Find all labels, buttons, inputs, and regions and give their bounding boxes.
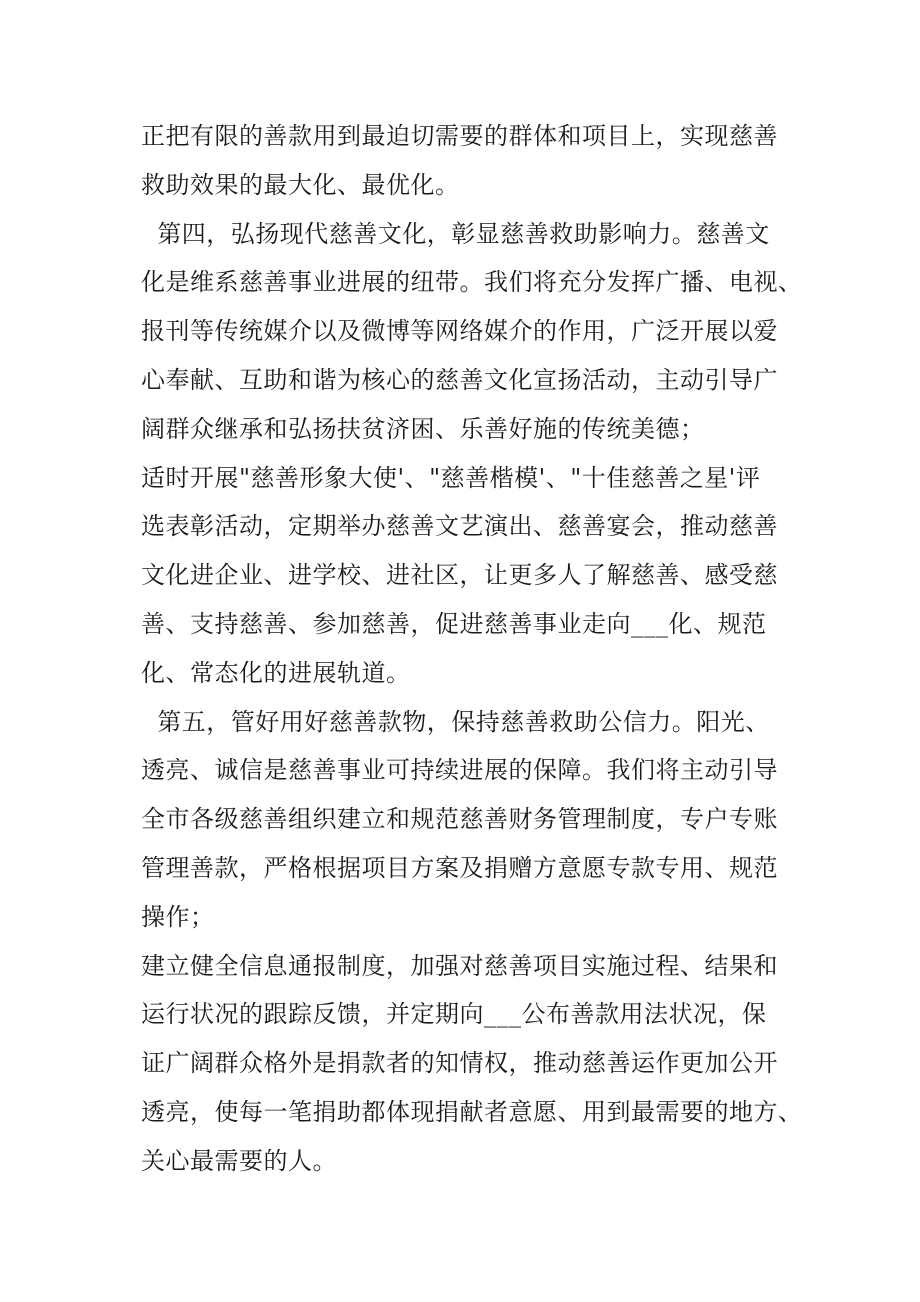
- text-line: 透亮、诚信是慈善事业可持续进展的保障。我们将主动引导: [141, 756, 778, 785]
- text-line: 关心最需要的人。: [141, 1146, 337, 1175]
- text-line: 第四，弘扬现代慈善文化，彰显慈善救助影响力。慈善文: [141, 219, 770, 248]
- text-line: 适时开展"慈善形象大使'、"慈善楷模'、"十佳慈善之星'评: [141, 463, 761, 492]
- text-line: 化、常态化的进展轨道。: [141, 658, 411, 687]
- text-line: 建立健全信息通报制度，加强对慈善项目实施过程、结果和: [141, 951, 778, 980]
- text-line: 化是维系慈善事业进展的纽带。我们将充分发挥广播、电视、: [141, 268, 803, 297]
- text-line: 操作；: [141, 902, 215, 931]
- text-line: 选表彰活动，定期举办慈善文艺演出、慈善宴会，推动慈善: [141, 512, 778, 541]
- text-line: 文化进企业、进学校、进社区，让更多人了解慈善、感受慈: [141, 561, 778, 590]
- text-line: 证广阔群众格外是捐款者的知情权，推动慈善运作更加公开: [141, 1049, 778, 1078]
- text-line: 透亮，使每一笔捐助都体现捐献者意愿、用到最需要的地方、: [141, 1097, 803, 1126]
- text-line: 阔群众继承和弘扬扶贫济困、乐善好施的传统美德；: [141, 414, 705, 443]
- text-line: 管理善款，严格根据项目方案及捐赠方意愿专款专用、规范: [141, 853, 778, 882]
- text-line: 第五，管好用好慈善款物，保持慈善救助公信力。阳光、: [141, 707, 770, 736]
- text-line: 心奉献、互助和谐为核心的慈善文化宣扬活动，主动引导广: [141, 365, 778, 394]
- text-line: 救助效果的最大化、最优化。: [141, 170, 460, 199]
- text-line: 正把有限的善款用到最迫切需要的群体和项目上，实现慈善: [141, 122, 778, 150]
- text-line: 报刊等传统媒介以及微博等网络媒介的作用，广泛开展以爱: [141, 317, 778, 346]
- text-line: 善、支持慈善、参加慈善，促进慈善事业走向___化、规范: [141, 609, 767, 638]
- text-line: 运行状况的跟踪反馈，并定期向___公布善款用法状况，保: [141, 1000, 767, 1029]
- body-text: [141, 112, 803, 1186]
- text-line: 全市各级慈善组织建立和规范慈善财务管理制度，专户专账: [141, 805, 778, 834]
